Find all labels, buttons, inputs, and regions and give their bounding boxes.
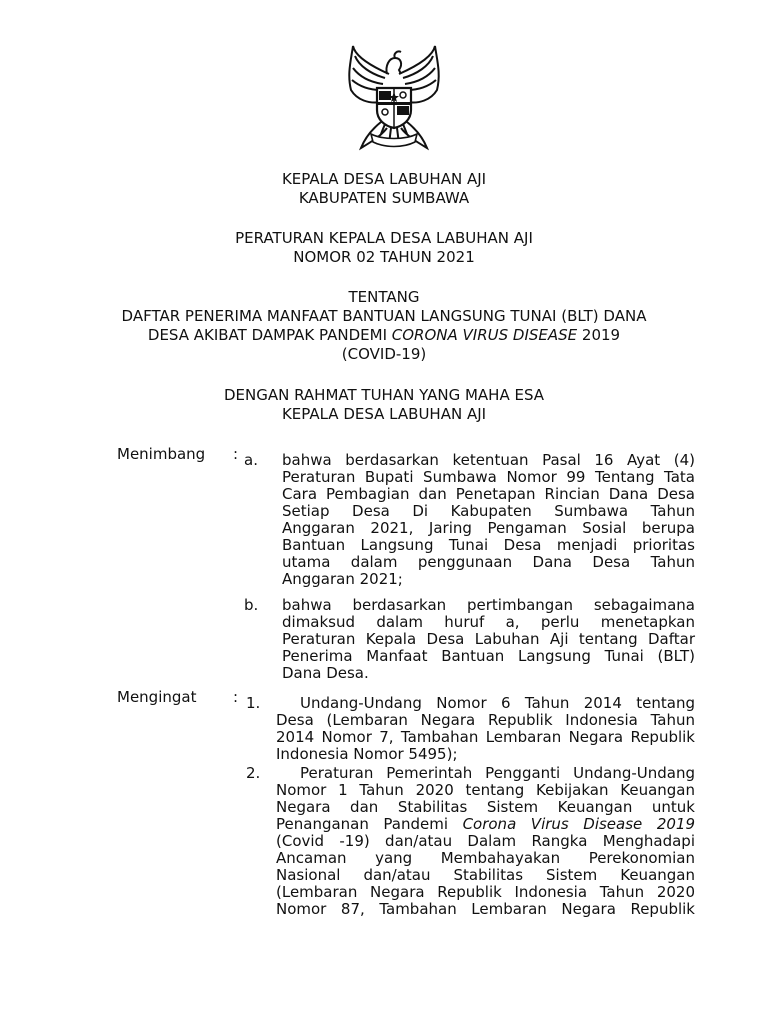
regulation-number: NOMOR 02 TAHUN 2021 — [293, 248, 475, 266]
invocation-line: KEPALA DESA LABUHAN AJI — [281, 405, 487, 423]
item-marker: a. — [244, 451, 258, 469]
invocation-block — [0, 386, 768, 424]
subject-line: DESA AKIBAT DAMPAK PANDEMI CORONA VIRUS DISEASE 2019 — [147, 326, 621, 344]
mengingat-label: Mengingat — [117, 688, 197, 706]
mengingat-colon: : — [233, 688, 239, 706]
issuer-line: KABUPATEN SUMBAWA — [298, 189, 470, 207]
item-marker: 2. — [246, 764, 261, 782]
subject-line: DAFTAR PENERIMA MANFAAT BANTUAN LANGSUNG TUNAI (BLT) DANA — [121, 307, 647, 325]
item-marker: 1. — [246, 694, 261, 712]
menimbang-item-a: a. bahwa berdasarkan ketentuan Pasal 16 Ayat (4) Peraturan Bupati Sumbawa Nomor 99 Tentang Tata Cara Pembagian dan Penetapan Rincian Dana Desa Setiap Desa Di Kabupaten Sumbawa Tahun Anggaran 2021, Jaring Pengaman Sosial berupa Bantuan Langsung Tunai Desa menjadi prioritas utama dalam penggunaan Dana Desa Tahun Anggaran 2021; — [244, 451, 695, 588]
disease-name-italic: Corona Virus Disease 2019 — [462, 815, 695, 833]
issuer-line: KEPALA DESA LABUHAN AJI — [281, 170, 487, 188]
menimbang-item-b: b. bahwa berdasarkan pertimbangan sebagaimana dimaksud dalam huruf a, perlu menetapkan Peraturan Kepala Desa Labuhan Aji tentang Daftar Penerima Manfaat Bantuan Langsung Tunai (BLT) Dana Desa. — [244, 596, 695, 682]
subject-italic: CORONA VIRUS DISEASE — [391, 326, 578, 344]
subject-line: (COVID-19) — [341, 345, 427, 363]
regulation-line: PERATURAN KEPALA DESA LABUHAN AJI — [235, 229, 533, 247]
subject-label: TENTANG — [348, 288, 420, 306]
menimbang-label: Menimbang — [117, 445, 206, 463]
mengingat-item-2: 2. Peraturan Pemerintah Pengganti Undang-Undang Nomor 1 Tahun 2020 tentang Kebijakan Keuangan Negara dan Stabilitas Sistem Keuangan untuk Penanganan Pandemi Corona Virus Disease 2019 (Covid -19) dan/atau Dalam Rangka Menghadapi Ancaman yang Membahayakan Perekonomian Nasional dan/atau Stabilitas Sistem Keuangan (Lembaran Negara Republik Indonesia Tahun 2020 Nomor 87, Tambahan Lembaran Negara Republik — [246, 764, 695, 918]
menimbang-colon: : — [233, 445, 239, 463]
item-marker: b. — [244, 596, 259, 614]
garuda-emblem — [341, 44, 447, 152]
mengingat-item-1: 1. Undang-Undang Nomor 6 Tahun 2014 tentang Desa (Lembaran Negara Republik Indonesia Tahun 2014 Nomor 7, Tambahan Lembaran Negara Republik Indonesia Nomor 5495); — [246, 694, 695, 763]
subject-block — [0, 288, 768, 364]
regulation-title — [0, 229, 768, 267]
invocation-line: DENGAN RAHMAT TUHAN YANG MAHA ESA — [223, 386, 545, 404]
issuer-heading — [0, 170, 768, 208]
